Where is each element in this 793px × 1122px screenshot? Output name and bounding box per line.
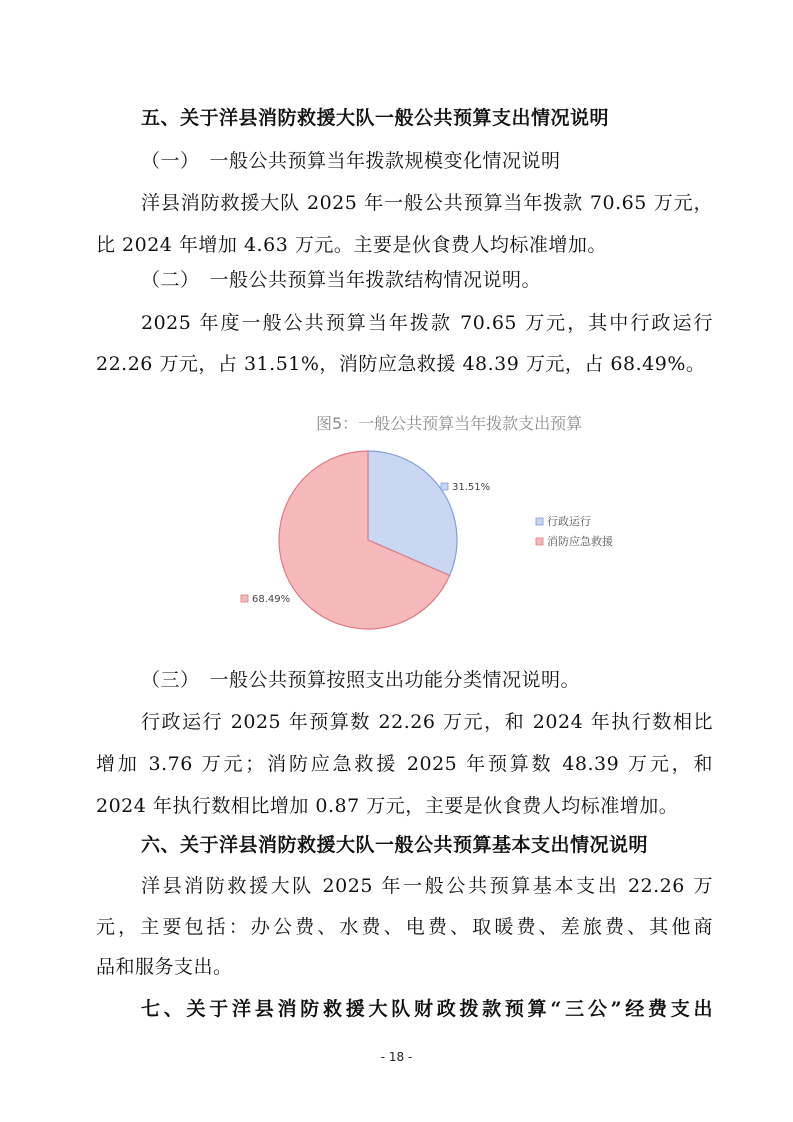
paragraph-1-line-2: 比 2024 年增加 4.63 万元。主要是伙食费人均标准增加。 xyxy=(96,234,607,256)
legend-label-消防应急救援: 消防应急救援 xyxy=(547,535,613,548)
section-7-heading: 七、关于洋县消防救援大队财政拨款预算“三公”经费支出 xyxy=(141,998,713,1020)
subsection-1-heading: （一） 一般公共预算当年拨款规模变化情况说明 xyxy=(141,150,561,172)
paragraph-4-line-1: 洋县消防救援大队 2025 年一般公共预算基本支出 22.26 万 xyxy=(141,875,713,897)
data-label-行政运行: 31.51% xyxy=(452,482,491,493)
paragraph-4-line-2: 元，主要包括：办公费、水费、电费、取暖费、差旅费、其他商 xyxy=(96,916,713,938)
legend-swatch-行政运行 xyxy=(536,518,543,525)
legend-label-行政运行: 行政运行 xyxy=(547,515,591,528)
paragraph-2-line-2: 22.26 万元，占 31.51%，消防应急救援 48.39 万元，占 68.49%。 xyxy=(96,353,706,375)
section-5-heading: 五、关于洋县消防救援大队一般公共预算支出情况说明 xyxy=(141,107,610,129)
legend-swatch-消防应急救援 xyxy=(536,538,543,545)
data-label-marker-消防应急救援 xyxy=(241,595,248,602)
pie-chart xyxy=(230,440,660,640)
paragraph-1-line-1: 洋县消防救援大队 2025 年一般公共预算当年拨款 70.65 万元， xyxy=(141,192,713,214)
paragraph-2-line-1: 2025 年度一般公共预算当年拨款 70.65 万元，其中行政运行 xyxy=(141,312,713,334)
data-label-marker-行政运行 xyxy=(441,483,448,490)
subsection-2-heading: （二） 一般公共预算当年拨款结构情况说明。 xyxy=(141,269,542,291)
subsection-3-heading: （三） 一般公共预算按照支出功能分类情况说明。 xyxy=(141,669,581,691)
section-6-heading: 六、关于洋县消防救援大队一般公共预算基本支出情况说明 xyxy=(141,834,649,856)
paragraph-3-line-1: 行政运行 2025 年预算数 22.26 万元，和 2024 年执行数相比 xyxy=(141,711,713,733)
page-number: - 18 - xyxy=(380,1050,413,1064)
paragraph-4-line-3: 品和服务支出。 xyxy=(96,956,233,978)
chart-title: 图5：一般公共预算当年拨款支出预算 xyxy=(316,414,583,433)
paragraph-3-line-2: 增加 3.76 万元；消防应急救援 2025 年预算数 48.39 万元，和 xyxy=(96,753,713,775)
data-label-消防应急救援: 68.49% xyxy=(252,594,291,605)
paragraph-3-line-3: 2024 年执行数相比增加 0.87 万元，主要是伙食费人均标准增加。 xyxy=(96,795,679,817)
